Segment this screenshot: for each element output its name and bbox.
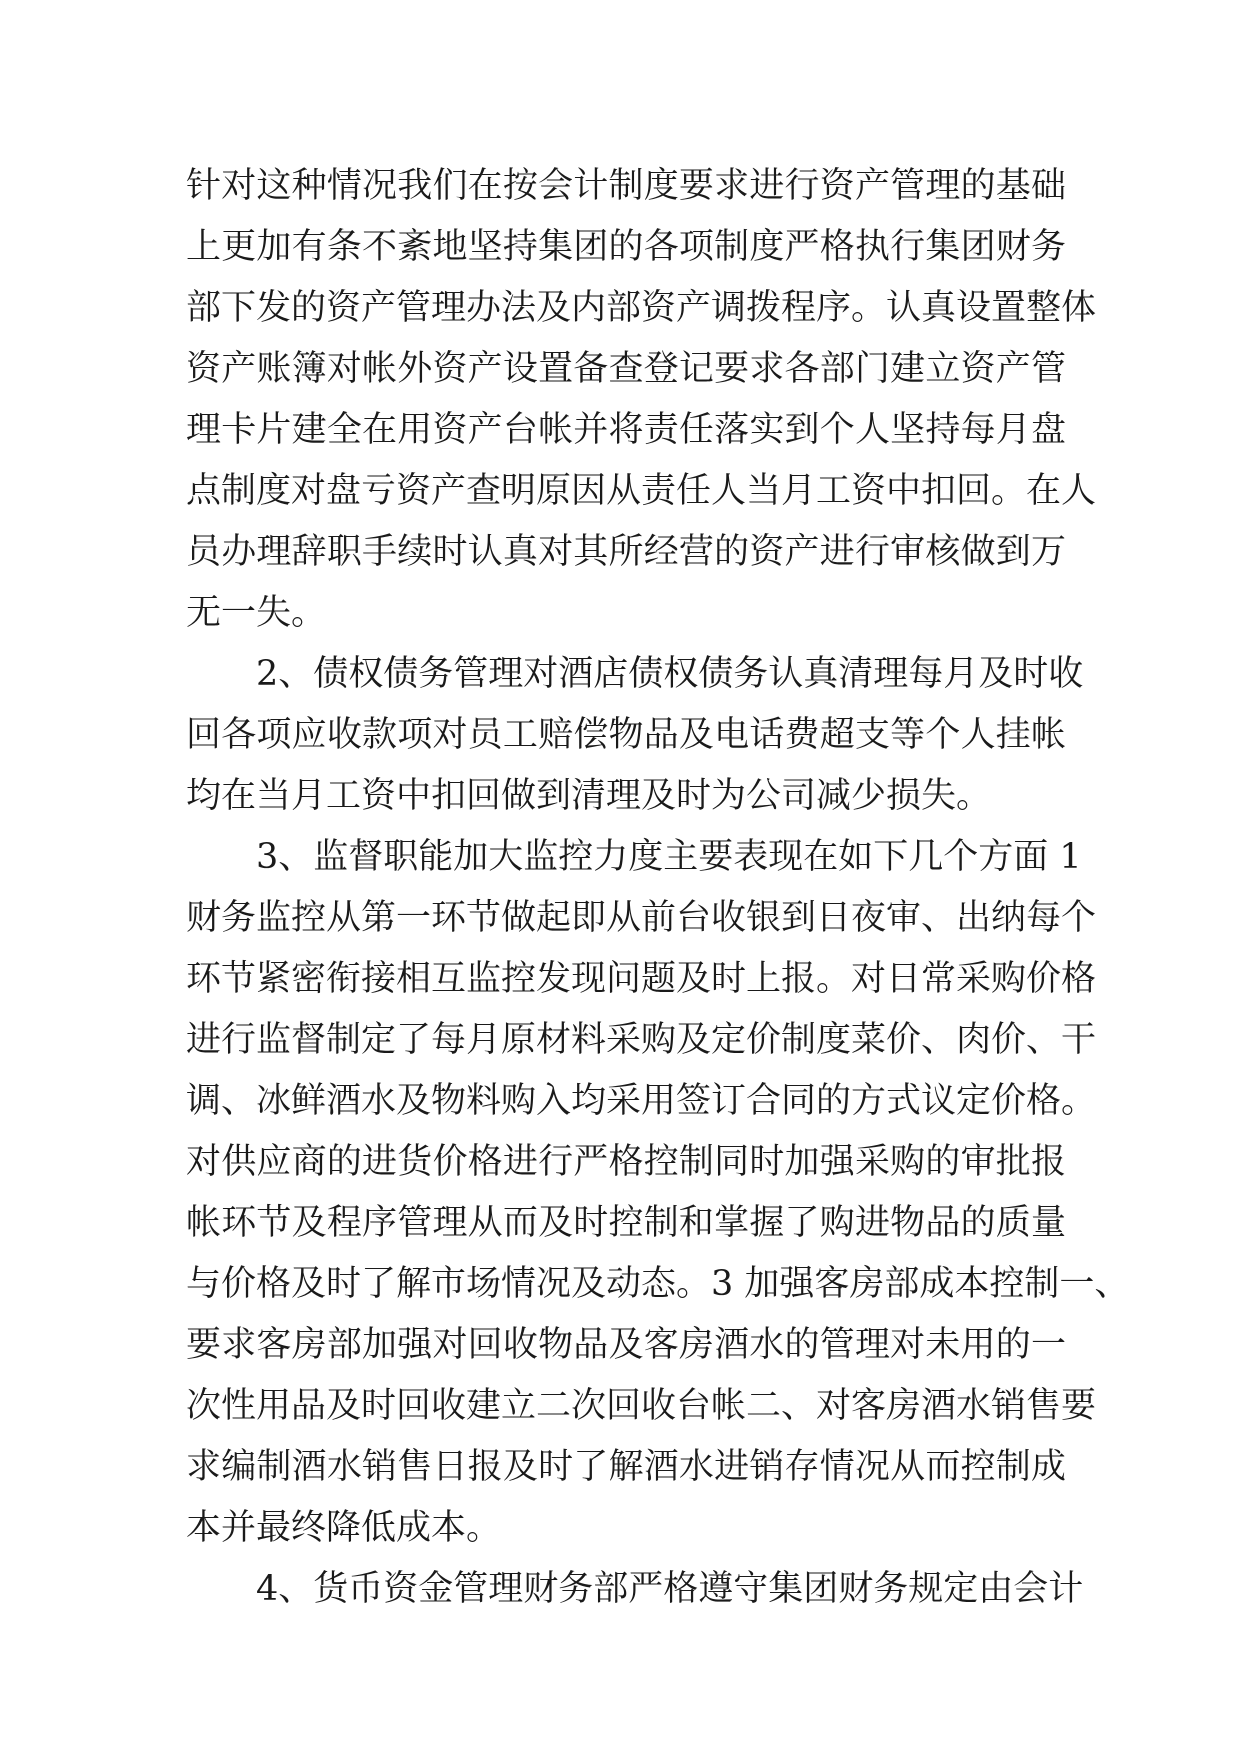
text-line: 本并最终降低成本。 <box>186 1508 502 1548</box>
text-line: 环节紧密衔接相互监控发现问题及时上报。对日常采购价格 <box>186 959 1097 999</box>
text-line: 与价格及时了解市场情况及动态。3 加强客房部成本控制一、 <box>186 1264 1130 1304</box>
text-line: 帐环节及程序管理从而及时控制和掌握了购进物品的质量 <box>186 1203 1066 1243</box>
document-body <box>186 156 1130 1620</box>
text-line: 2、债权债务管理对酒店债权债务认真清理每月及时收 <box>256 654 1084 694</box>
text-line: 理卡片建全在用资产台帐并将责任落实到个人坚持每月盘 <box>186 410 1066 450</box>
text-line: 均在当月工资中扣回做到清理及时为公司减少损失。 <box>186 776 992 816</box>
text-line: 员办理辞职手续时认真对其所经营的资产进行审核做到万 <box>186 532 1066 572</box>
text-line: 针对这种情况我们在按会计制度要求进行资产管理的基础 <box>186 166 1066 206</box>
text-line: 进行监督制定了每月原材料采购及定价制度菜价、肉价、干 <box>186 1020 1097 1060</box>
text-line: 要求客房部加强对回收物品及客房酒水的管理对未用的一 <box>186 1325 1066 1365</box>
text-line: 无一失。 <box>186 593 327 633</box>
text-line: 资产账簿对帐外资产设置备查登记要求各部门建立资产管 <box>186 349 1066 389</box>
text-line: 对供应商的进货价格进行严格控制同时加强采购的审批报 <box>186 1142 1066 1182</box>
text-line: 财务监控从第一环节做起即从前台收银到日夜审、出纳每个 <box>186 898 1097 938</box>
text-line: 点制度对盘亏资产查明原因从责任人当月工资中扣回。在人 <box>186 471 1097 511</box>
text-line: 回各项应收款项对员工赔偿物品及电话费超支等个人挂帐 <box>186 715 1066 755</box>
text-line: 3、监督职能加大监控力度主要表现在如下几个方面 1 <box>256 837 1082 877</box>
text-line: 上更加有条不紊地坚持集团的各项制度严格执行集团财务 <box>186 227 1066 267</box>
text-line: 部下发的资产管理办法及内部资产调拨程序。认真设置整体 <box>186 288 1097 328</box>
text-line: 4、货币资金管理财务部严格遵守集团财务规定由会计 <box>256 1569 1084 1609</box>
text-line: 次性用品及时回收建立二次回收台帐二、对客房酒水销售要 <box>186 1386 1097 1426</box>
text-line: 调、冰鲜酒水及物料购入均采用签订合同的方式议定价格。 <box>186 1081 1097 1121</box>
text-line: 求编制酒水销售日报及时了解酒水进销存情况从而控制成 <box>186 1447 1066 1487</box>
